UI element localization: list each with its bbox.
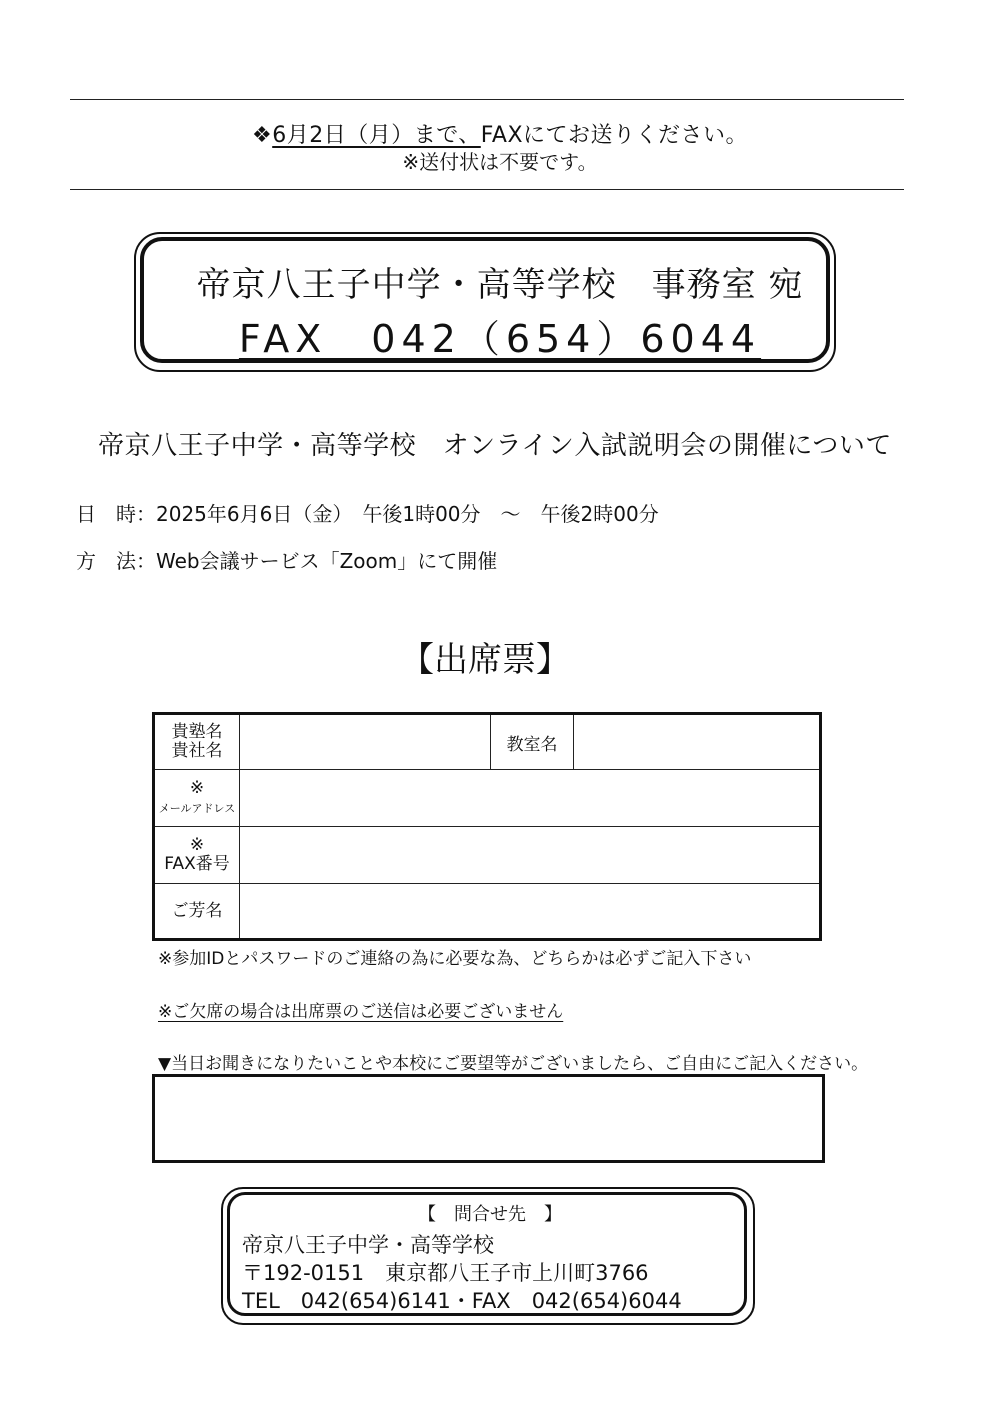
method-row xyxy=(76,545,497,574)
fax-label-text: FAX番号 xyxy=(164,854,230,874)
recipient-fax xyxy=(0,308,1000,363)
comments-prompt: ▼当日お聞きになりたいことや本校にご要望等がございましたら、ご自由にご記入ください。 xyxy=(158,1054,869,1074)
notice-mark: ❖ xyxy=(251,123,273,148)
school-label-line2: 貴社名 xyxy=(171,741,223,761)
email-required-mark: ※ xyxy=(189,777,205,798)
attendance-form xyxy=(152,712,822,941)
absence-note: ※ご欠席の場合は出席票のご送信は必要ございません xyxy=(158,1002,564,1022)
contact-address: 〒192-0151 東京都八王子市上川町3766 xyxy=(242,1261,649,1285)
classroom-field[interactable] xyxy=(574,714,821,770)
deadline-notice xyxy=(0,118,1000,149)
fax-required-mark: ※ xyxy=(189,835,205,855)
comments-field[interactable] xyxy=(152,1074,825,1163)
method-value: Web会議サービス「Zoom」にて開催 xyxy=(156,549,498,573)
school-label xyxy=(154,714,240,770)
no-cover-note: ※送付状は不要です。 xyxy=(402,150,598,174)
event-title: 帝京八王子中学・高等学校 オンライン入試説明会の開催について xyxy=(98,431,892,461)
email-label-text: メールアドレス xyxy=(158,801,236,815)
bottom-divider xyxy=(70,189,904,190)
school-name-field[interactable] xyxy=(240,714,491,770)
attendance-sheet-title: 【出席票】 xyxy=(400,640,570,680)
instruction-text: FAXにてお送りください。 xyxy=(480,123,749,148)
contact-phone: TEL 042(654)6141・FAX 042(654)6044 xyxy=(242,1289,682,1313)
name-field[interactable] xyxy=(240,884,821,940)
contact-heading: 【 問合せ先 】 xyxy=(418,1204,562,1225)
recipient-name: 帝京八王子中学・高等学校 事務室 宛 xyxy=(196,265,804,305)
method-label: 方 法： xyxy=(76,549,156,573)
deadline-text: 6月2日（月）まで、 xyxy=(272,123,481,148)
fax-label xyxy=(154,827,240,884)
recipient-fax-number: FAX 042（654）6044 xyxy=(238,317,762,361)
top-divider xyxy=(70,99,904,100)
school-label-line1: 貴塾名 xyxy=(171,722,223,742)
email-label xyxy=(154,770,240,827)
date-row xyxy=(76,498,659,527)
email-field[interactable] xyxy=(240,770,821,827)
required-note: ※参加IDとパスワードのご連絡の為に必要な為、どちらかは必ずご記入下さい xyxy=(158,949,752,969)
date-value: 2025年6月6日（金） 午後1時00分 ～ 午後2時00分 xyxy=(156,502,659,526)
contact-school: 帝京八王子中学・高等学校 xyxy=(242,1233,494,1257)
fax-field[interactable] xyxy=(240,827,821,884)
date-label: 日 時： xyxy=(76,502,156,526)
classroom-label: 教室名 xyxy=(491,714,574,770)
name-label: ご芳名 xyxy=(154,884,240,940)
